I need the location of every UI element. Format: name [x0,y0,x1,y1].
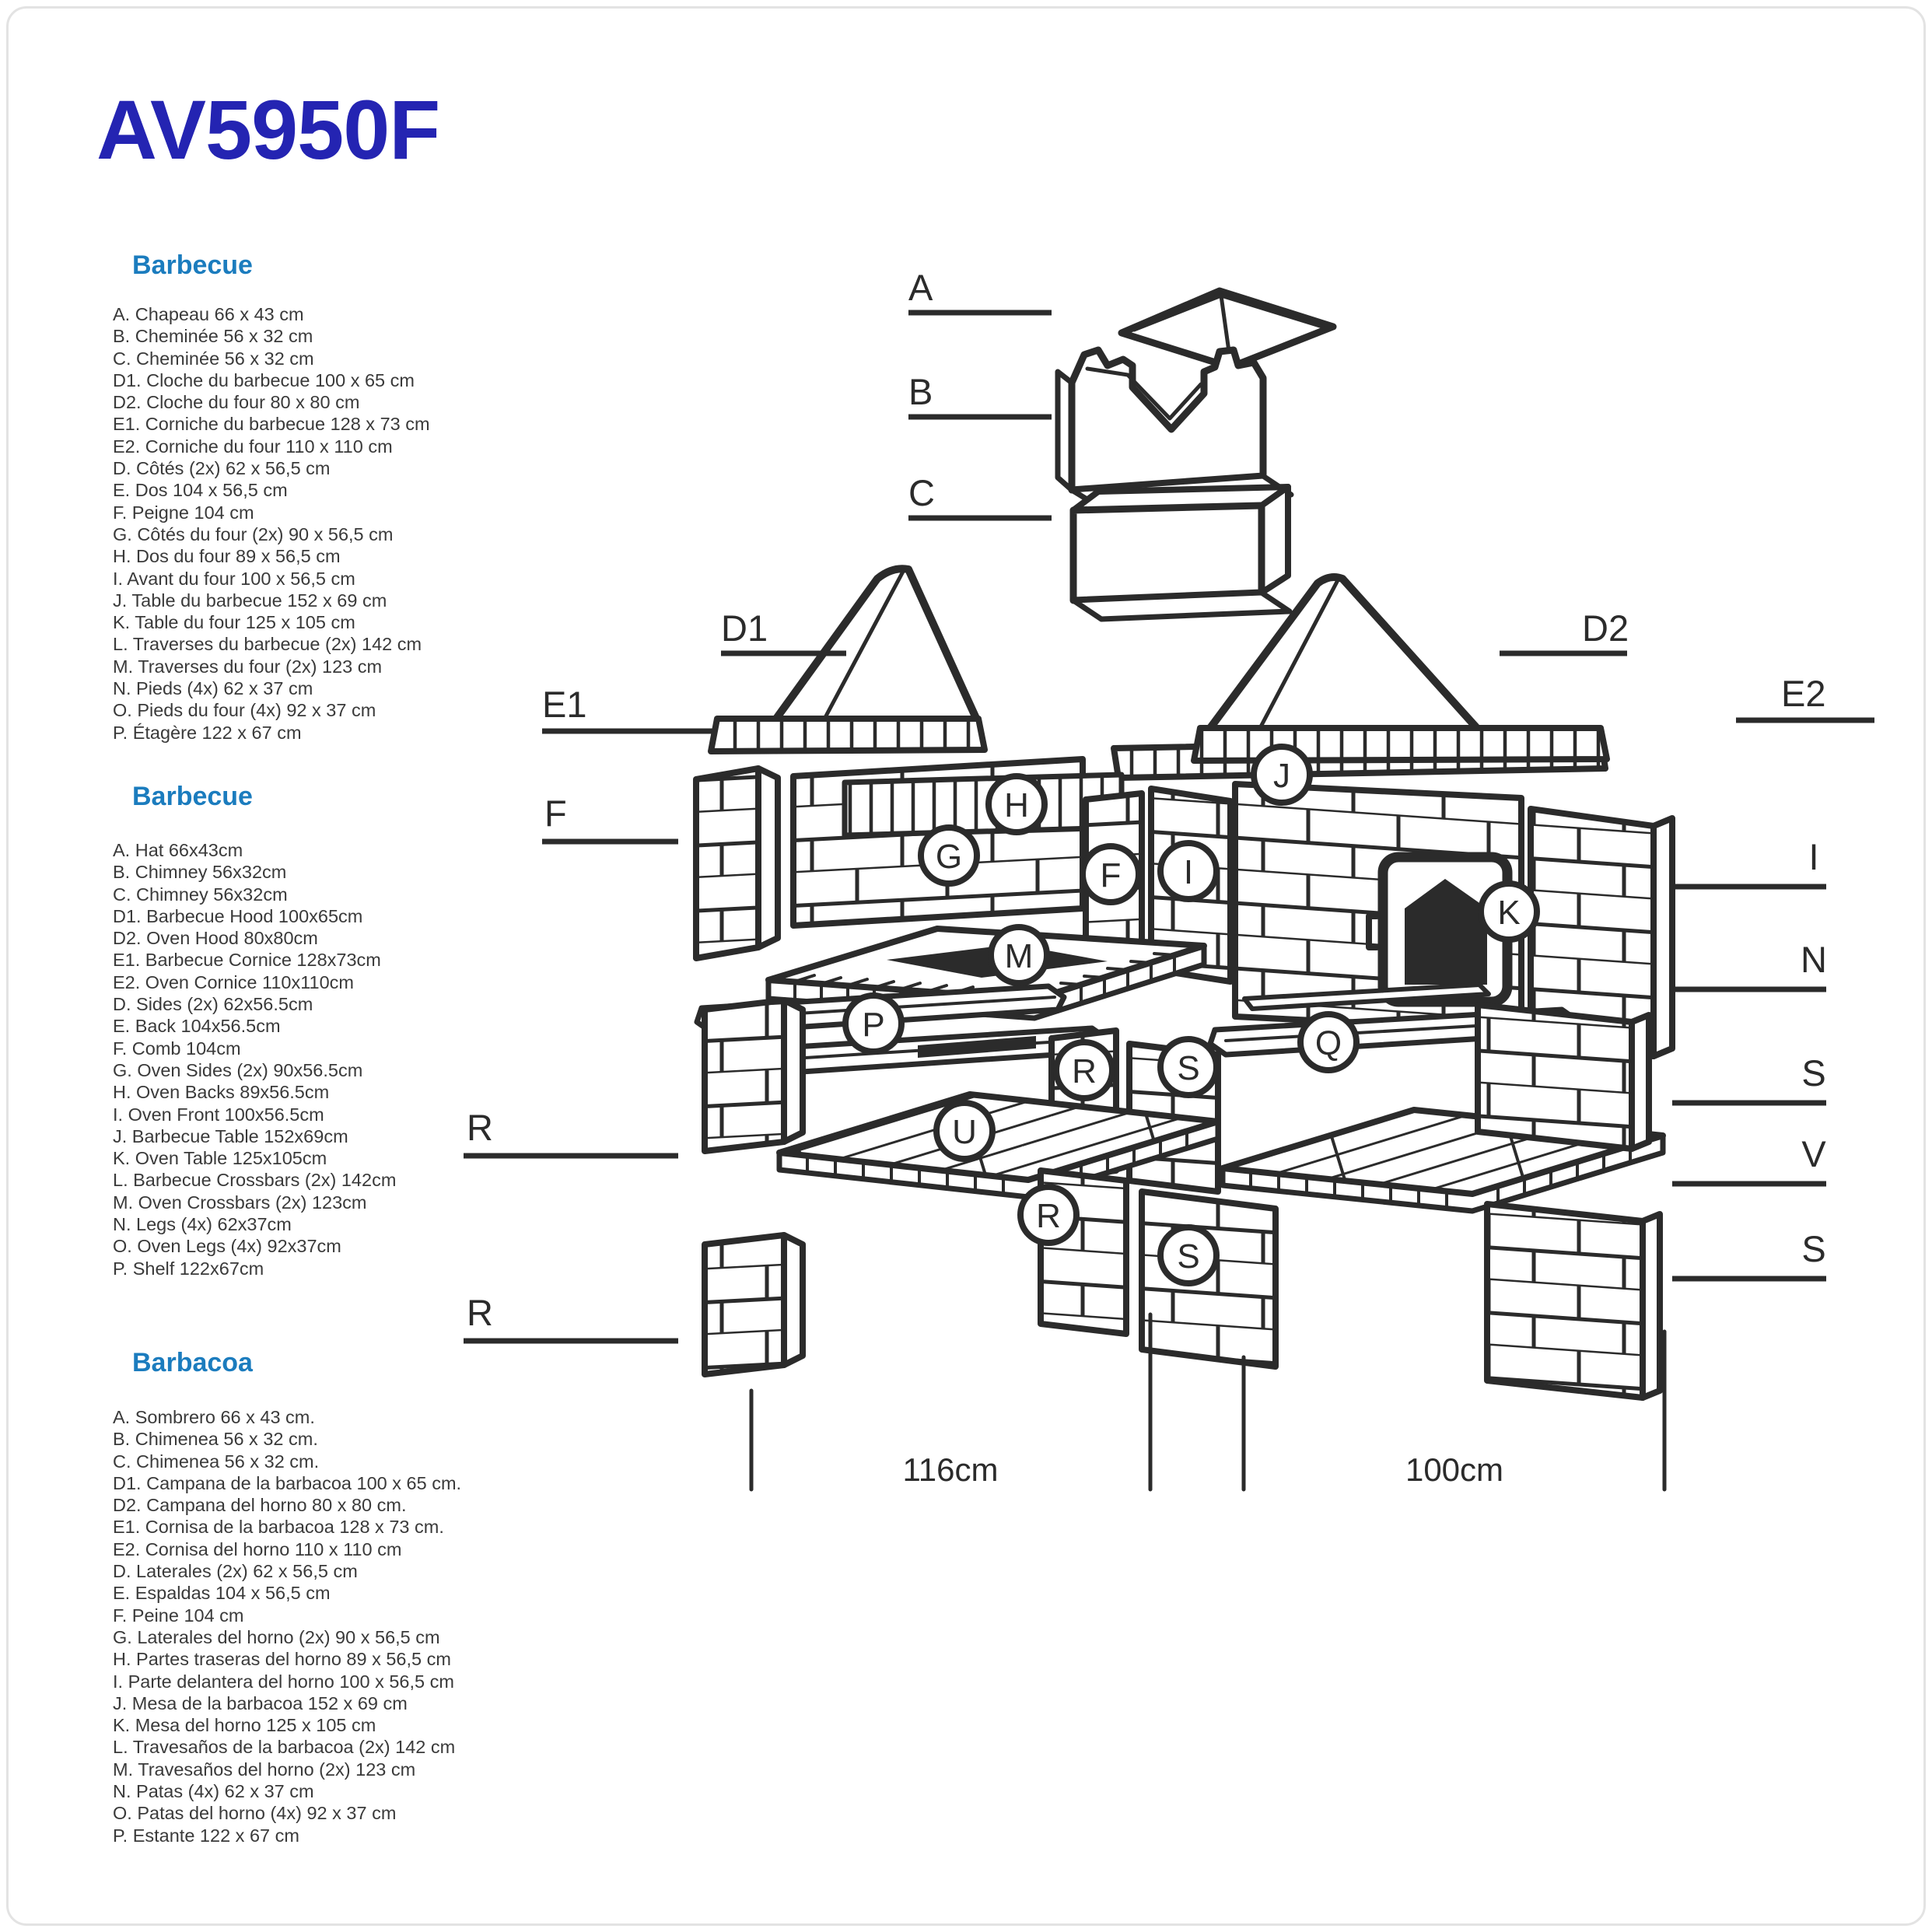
list-item: G. Laterales del horno (2x) 90 x 56,5 cm [113,1626,440,1647]
circle-label-i [1160,843,1216,899]
list-item: D2. Oven Hood 80x80cm [113,928,318,949]
list-item: E1. Barbecue Cornice 128x73cm [113,950,381,971]
list-item: D2. Cloche du four 80 x 80 cm [113,392,360,413]
list-item: J. Mesa de la barbacoa 152 x 69 cm [113,1692,408,1713]
svg-text:V: V [1801,1133,1826,1174]
section-heading-french: Barbecue [132,250,253,280]
list-item: E1. Corniche du barbecue 128 x 73 cm [113,414,430,435]
circle-label-r [1056,1042,1112,1098]
svg-text:B: B [908,371,933,412]
callout-f [542,793,678,842]
dimension-oven-width: 100cm [1405,1451,1504,1488]
list-item: L. Barbecue Crossbars (2x) 142cm [113,1170,397,1191]
list-item: A. Chapeau 66 x 43 cm [113,304,304,324]
circle-label-f [1083,846,1139,902]
list-item: E1. Cornisa de la barbacoa 128 x 73 cm. [113,1517,444,1538]
callout-b [908,371,1052,417]
list-item: B. Cheminée 56 x 32 cm [113,326,313,347]
list-item: J. Barbecue Table 152x69cm [113,1125,348,1146]
svg-text:I: I [1808,836,1819,877]
svg-text:P: P [862,1006,885,1044]
list-item: N. Patas (4x) 62 x 37 cm [113,1781,314,1802]
svg-text:M: M [1004,937,1034,975]
list-item: D. Côtés (2x) 62 x 56,5 cm [113,458,331,479]
piece-leg-pillar-left-bottom [705,1235,803,1374]
piece-oven-cornice-e2 [1194,728,1607,761]
piece-leg-pillar-lower-right [1142,1192,1276,1367]
callout-r2 [464,1292,678,1341]
list-item: M. Travesaños del horno (2x) 123 cm [113,1759,416,1780]
list-item: H. Partes traseras del horno 89 x 56,5 cm [113,1649,451,1670]
list-item: P. Shelf 122x67cm [113,1258,264,1279]
circle-label-h [989,776,1045,832]
callout-s1 [1672,1052,1826,1103]
list-item: J. Table du barbecue 152 x 69 cm [113,590,387,611]
list-item: B. Chimney 56x32cm [113,862,287,883]
callout-c [908,472,1052,518]
list-item: F. Peine 104 cm [113,1605,244,1626]
list-item: P. Étagère 122 x 67 cm [113,722,302,743]
svg-text:S: S [1801,1052,1826,1094]
list-item: A. Hat 66x43cm [113,840,243,860]
piece-chimney-c [1073,487,1290,619]
list-item: C. Chimney 56x32cm [113,884,288,905]
list-item: D1. Campana de la barbacoa 100 x 65 cm. [113,1472,462,1493]
list-item: G. Oven Sides (2x) 90x56.5cm [113,1059,363,1080]
list-item: E2. Oven Cornice 110x110cm [113,971,355,992]
svg-text:E2: E2 [1781,673,1826,714]
list-item: A. Sombrero 66 x 43 cm. [113,1407,315,1427]
list-item: E. Espaldas 104 x 56,5 cm [113,1583,331,1604]
piece-side-column-left [696,768,778,958]
list-item: D1. Barbecue Hood 100x65cm [113,905,363,926]
list-item: O. Patas del horno (4x) 92 x 37 cm [113,1803,397,1824]
circle-label-m [991,927,1047,983]
callout-r1 [464,1107,678,1156]
list-item: N. Legs (4x) 62x37cm [113,1214,292,1235]
svg-text:D2: D2 [1582,607,1629,649]
piece-chimney-b [1058,350,1291,507]
list-item: M. Oven Crossbars (2x) 123cm [113,1192,367,1213]
list-item: B. Chimenea 56 x 32 cm. [113,1429,318,1450]
dimension-barbecue-width: 116cm [902,1451,999,1488]
svg-text:F: F [1100,856,1122,894]
list-item: I. Parte delantera del horno 100 x 56,5 cm [113,1671,454,1692]
svg-text:I: I [1183,853,1194,891]
svg-text:C: C [908,472,935,513]
list-item: O. Pieds du four (4x) 92 x 37 cm [113,700,376,721]
svg-text:A: A [908,267,933,308]
circle-label-j [1254,747,1310,803]
list-item: I. Avant du four 100 x 56,5 cm [113,568,355,589]
list-item: H. Oven Backs 89x56.5cm [113,1082,330,1103]
circle-label-k [1481,884,1537,940]
list-item: G. Côtés du four (2x) 90 x 56,5 cm [113,523,394,544]
svg-text:R: R [467,1107,493,1148]
list-item: F. Peigne 104 cm [113,502,254,523]
list-item: C. Chimenea 56 x 32 cm. [113,1451,320,1472]
list-item: E2. Cornisa del horno 110 x 110 cm [113,1538,402,1559]
list-item: L. Traverses du barbecue (2x) 142 cm [113,634,422,655]
list-item: D. Laterales (2x) 62 x 56,5 cm [113,1561,358,1582]
svg-text:K: K [1497,894,1521,932]
list-item: E. Dos 104 x 56,5 cm [113,480,288,501]
svg-text:N: N [1801,939,1827,980]
piece-oven-leg-lower-right [1487,1204,1660,1398]
piece-barbecue-hood-d1 [774,569,978,723]
svg-text:E1: E1 [542,684,587,725]
circle-label-s [1160,1039,1216,1095]
list-item: L. Travesaños de la barbacoa (2x) 142 cm [113,1737,456,1758]
callout-a [908,267,1052,313]
callout-e2 [1736,673,1874,720]
svg-text:R: R [1072,1052,1097,1090]
list-item: H. Dos du four 89 x 56,5 cm [113,546,341,567]
list-item: I. Oven Front 100x56.5cm [113,1104,324,1125]
svg-text:D1: D1 [721,607,768,649]
callout-e1 [542,684,717,731]
list-item: M. Traverses du four (2x) 123 cm [113,656,383,677]
svg-text:S: S [1177,1237,1200,1276]
section-heading-spanish: Barbacoa [132,1348,253,1377]
list-item: E. Back 104x56.5cm [113,1016,281,1037]
svg-text:J: J [1273,757,1290,795]
list-item: D2. Campana del horno 80 x 80 cm. [113,1495,407,1516]
model-title: AV5950F [96,82,440,177]
callout-s2 [1672,1228,1826,1279]
piece-leg-pillar-left-mid [705,1000,803,1151]
list-item: N. Pieds (4x) 62 x 37 cm [113,678,313,699]
svg-text:G: G [935,838,963,876]
svg-text:R: R [467,1292,493,1333]
svg-text:U: U [952,1113,977,1151]
section-heading-english: Barbecue [132,782,253,811]
svg-text:S: S [1801,1228,1826,1269]
piece-oven-leg-upper-right [1478,1005,1649,1149]
piece-comb-strip-f [845,775,1122,835]
list-item: E2. Corniche du four 110 x 110 cm [113,436,393,457]
callout-n [1672,939,1827,989]
list-item: K. Table du four 125 x 105 cm [113,612,355,633]
callout-d2 [1500,607,1629,653]
list-item: D1. Cloche du barbecue 100 x 65 cm [113,369,415,390]
circle-label-s2 [1160,1227,1216,1283]
svg-text:Q: Q [1314,1024,1342,1062]
list-item: K. Oven Table 125x105cm [113,1148,327,1169]
list-item: F. Comb 104cm [113,1038,241,1059]
svg-text:H: H [1004,786,1029,824]
svg-text:F: F [544,793,567,834]
circle-label-u [936,1103,992,1159]
list-item: D. Sides (2x) 62x56.5cm [113,994,313,1015]
callout-v [1672,1133,1826,1184]
circle-label-q [1300,1014,1356,1070]
circle-label-g [921,828,977,884]
list-item: O. Oven Legs (4x) 92x37cm [113,1236,341,1257]
list-item: C. Cheminée 56 x 32 cm [113,348,314,369]
svg-text:S: S [1177,1049,1200,1087]
callout-i [1672,836,1826,887]
svg-text:R: R [1036,1197,1061,1235]
list-item: K. Mesa del horno 125 x 105 cm [113,1715,376,1736]
circle-label-p [845,996,901,1052]
circle-label-r2 [1020,1187,1076,1243]
list-item: P. Estante 122 x 67 cm [113,1825,299,1846]
piece-barbecue-cornice-e1 [711,719,985,751]
